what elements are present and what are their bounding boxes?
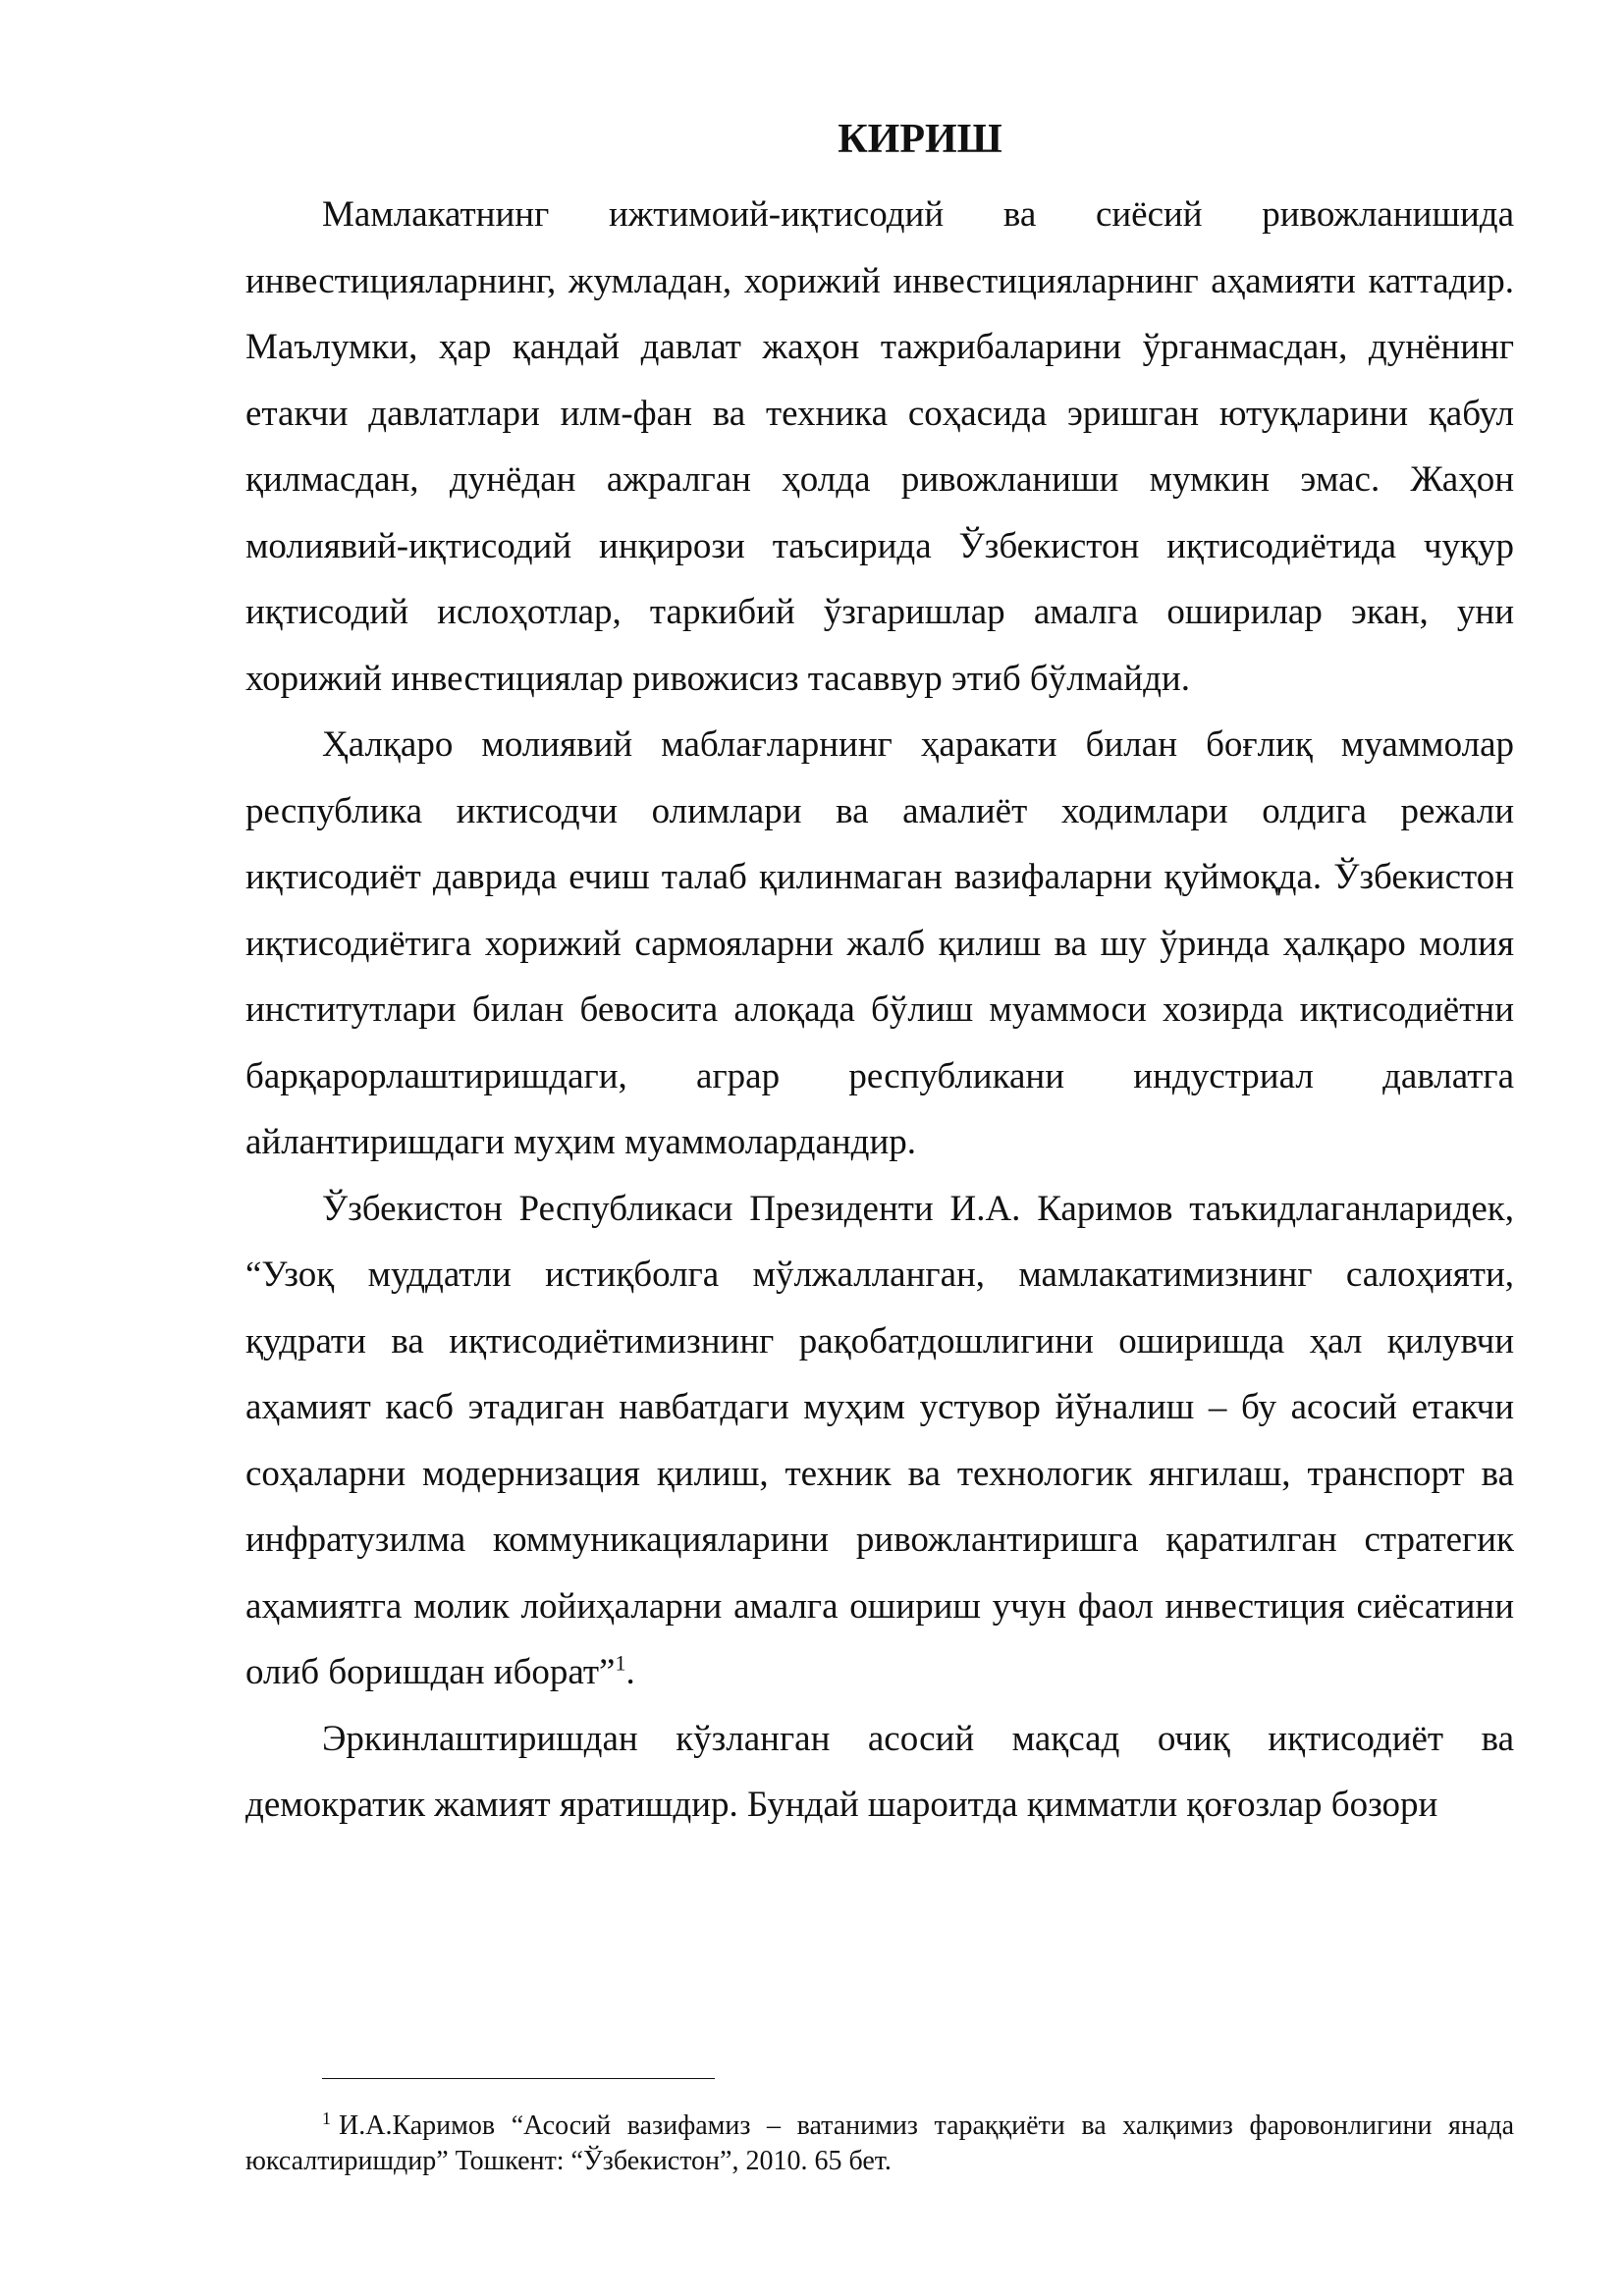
footnote [245, 2109, 1514, 2179]
body-text [245, 182, 1514, 1839]
paragraph-4: Эркинлаштиришдан кўзланган асосий мақсад очиқ иқтисодиёт ва демократик жамият яратишдир. Бундай шароитда қимматли қоғозлар бозори [245, 1718, 1514, 1825]
paragraph-1: Мамлакатнинг ижтимоий-иқтисодий ва сиёсий ривожланишида инвестицияларнинг, жумладан, хорижий инвестицияларнинг аҳамияти каттадир. Маълумки, ҳар қандай давлат жаҳон тажрибаларини ўрганмасдан, дунёнинг етакчи давлатлари илм-фан ва техника соҳасида эришган ютуқларини қабул қилмасдан, дунёдан ажралган ҳолда ривожланиши мумкин эмас. Жаҳон молиявий-иқтисодий инқирози таъсирида Ўзбекистон иқтисодиётида чуқур иқтисодий ислоҳотлар, таркибий ўзгаришлар амалга оширилар экан, уни хорижий инвестициялар ривожисиз тасаввур этиб бўлмайди. [245, 194, 1514, 699]
footnote-marker: 1 [322, 2108, 331, 2128]
paragraph-3-text: Ўзбекистон Республикаси Президенти И.А. Каримов таъкидлаганларидек, “Узоқ муддатли истиқболга мўлжалланган, мамлакатимизнинг салоҳияти, қудрати ва иқтисодиётимизнинг рақобатдошлигини оширишда ҳал қилувчи аҳамият касб этадиган навбатдаги муҳим устувор йўналиш – бу асосий етакчи соҳаларни модернизация қилиш, техник ва технологик янгилаш, транспорт ва инфратузилма коммуникацияларини ривожлантиришга қаратилган стратегик аҳамиятга молик лойиҳаларни амалга ошириш учун фаол инвестиция сиёсатини олиб боришдан иборат” [245, 1188, 1514, 1692]
page-title: КИРИШ [838, 117, 1002, 162]
footnote-text: И.А.Каримов “Асосий вазифамиз – ватанимиз тараққиёти ва халқимиз фаровонлигини янада юксалтиришдир” Тошкент: “Ўзбекистон”, 2010. 65 бет. [245, 2110, 1514, 2176]
footnote-separator [322, 2078, 715, 2079]
footnote-reference: 1 [615, 1650, 626, 1676]
paragraph-3: Ўзбекистон Республикаси Президенти И.А. Каримов таъкидлаганларидек, “Узоқ муддатли истиқболга мўлжалланган, мамлакатимизнинг салоҳияти, қудрати ва иқтисодиётимизнинг рақобатдошлигини оширишда ҳал қилувчи аҳамият касб этадиган навбатдаги муҳим устувор йўналиш – бу асосий етакчи соҳаларни модернизация қилиш, техник ва технологик янгилаш, транспорт ва инфратузилма коммуникацияларини ривожлантиришга қаратилган стратегик аҳамиятга молик лойиҳаларни амалга ошириш учун фаол инвестиция сиёсатини олиб боришдан иборат”$^1$. [245, 1188, 1514, 1692]
paragraph-2: Ҳалқаро молиявий маблағларнинг ҳаракати билан боғлиқ муаммолар республика иктисодчи олимлари ва амалиёт ходимлари олдига режали иқтисодиёт даврида ечиш талаб қилинмаган вазифаларни қуймоқда. Ўзбекистон иқтисодиётига хорижий сармояларни жалб қилиш ва шу ўринда ҳалқаро молия институтлари билан бевосита алоқада бўлиш муаммоси хозирда иқтисодиётни барқарорлаштиришдаги, аграр республикани индустриал давлатга айлантиришдаги муҳим муаммолардандир. [245, 724, 1514, 1162]
